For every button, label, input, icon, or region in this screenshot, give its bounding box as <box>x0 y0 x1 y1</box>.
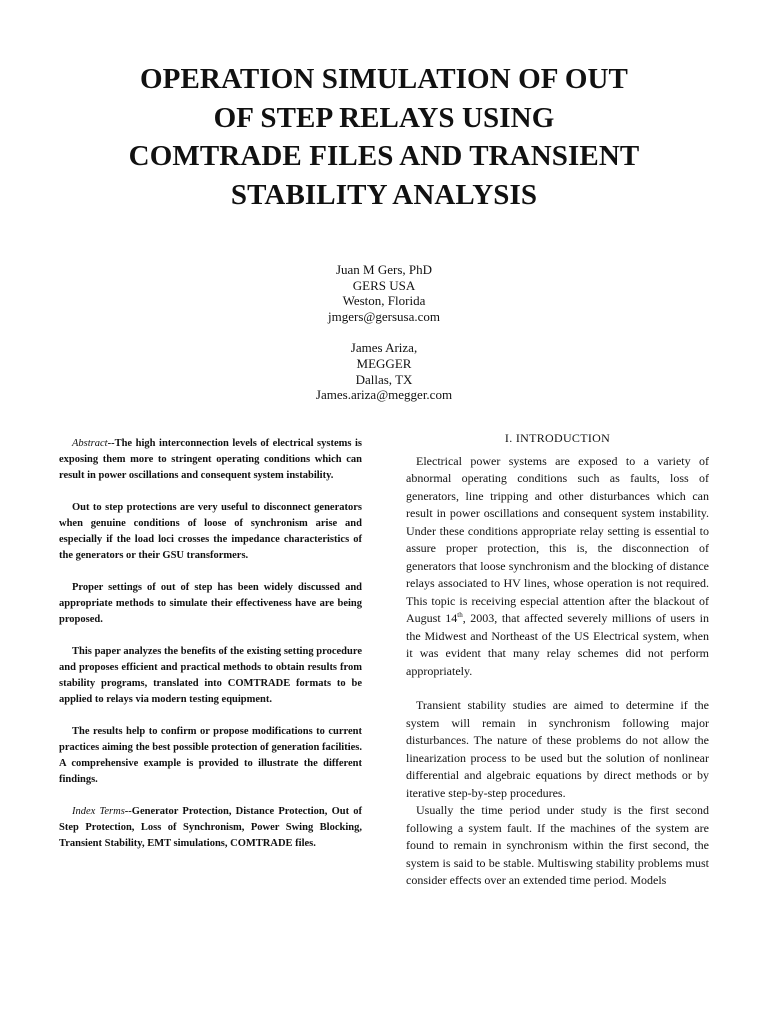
abstract-paragraph: This paper analyzes the benefits of the existing setting procedure and proposes efficient and practical methods to obtain results from stability programs, translated into COMTRADE formats to be applied to relays via modern testing equipment. <box>59 646 362 705</box>
introduction-column <box>406 430 709 890</box>
title-line: STABILITY ANALYSIS <box>230 178 538 211</box>
section-heading: I. INTRODUCTION <box>504 431 611 445</box>
index-terms-text: --Generator Protection, Distance Protection, Out of Step Protection, Loss of Synchronism, Power Swing Blocking, Transient Stability, EMT simulations, COMTRADE files. <box>59 806 362 849</box>
author-email: James.ariza@megger.com <box>315 387 453 403</box>
author-affiliation: MEGGER <box>356 355 412 371</box>
ordinal-superscript: th <box>457 611 463 619</box>
abstract-text: --The high interconnection levels of electrical systems is exposing them more to stringent operating conditions which can result in power oscillations and consequent system instability. <box>59 438 362 481</box>
body-paragraph: Usually the time period under study is the first second following a system fault. If the machines of the system are found to remain in synchronism within the first second, the system is said to be stable. Multiswing stability problems must consider effects over an extended time period. Models <box>406 803 709 887</box>
abstract-paragraph <box>59 436 362 484</box>
index-terms-label: Index Terms <box>72 806 125 817</box>
title-line: OPERATION SIMULATION OF OUT <box>140 63 628 95</box>
author-location: Weston, Florida <box>342 293 426 309</box>
body-paragraph <box>406 453 709 681</box>
abstract-column <box>59 436 362 868</box>
abstract-paragraph: The results help to confirm or propose modifications to current practices aiming the best possible protection of generation facilities. A comprehensive example is provided to illustrate the different findings. <box>59 726 362 785</box>
body-paragraph: Transient stability studies are aimed to determine if the system will remain in synchronism following major disturbances. The nature of these problems do not allow the linearization process to be used but the solution of nonlinear differential and algebraic equations by direct methods or by iterative step-by-step procedures. <box>406 698 709 800</box>
body-text: , 2003, that affected severely millions of users in the Midwest and Northeast of the US Electrical system, when it was evident that many relay schemes did not perform appropriately. <box>406 611 710 678</box>
author-affiliation: GERS USA <box>352 277 416 293</box>
author-email: jmgers@gersusa.com <box>328 308 440 324</box>
index-terms <box>59 804 362 852</box>
title-line: OF STEP RELAYS USING <box>213 101 555 134</box>
abstract-paragraph: Out to step protections are very useful to disconnect generators when genuine conditions of loose of synchronism arise and especially if the load loci crosses the impedance characteristics of the generators or their GSU transformers. <box>59 502 362 561</box>
author-location: Dallas, TX <box>355 371 413 387</box>
author-list <box>184 262 584 403</box>
author-name: James Ariza, <box>350 340 418 356</box>
author-block <box>184 262 584 324</box>
abstract-label: Abstract <box>72 438 108 449</box>
paper-title <box>90 60 678 214</box>
body-text: Electrical power systems are exposed to a variety of abnormal operating conditions such as faults, loss of generators, line tripping and other disturbances which can result in power oscillations and consequent system instability. Under these conditions appropriate relay setting is essential to assure proper protection, this is, the disconnection of generators that loose synchronism and the blocking of distance relays associated to HV lines, whose operation is not required. This topic is receiving especial attention after the blackout of August 14 <box>406 453 709 625</box>
author-block <box>184 340 584 402</box>
title-line: COMTRADE FILES AND TRANSIENT <box>128 140 640 172</box>
author-name: Juan M Gers, PhD <box>335 262 433 277</box>
abstract-paragraph: Proper settings of out of step has been widely discussed and appropriate methods to simulate their effectiveness have are being proposed. <box>59 582 362 625</box>
